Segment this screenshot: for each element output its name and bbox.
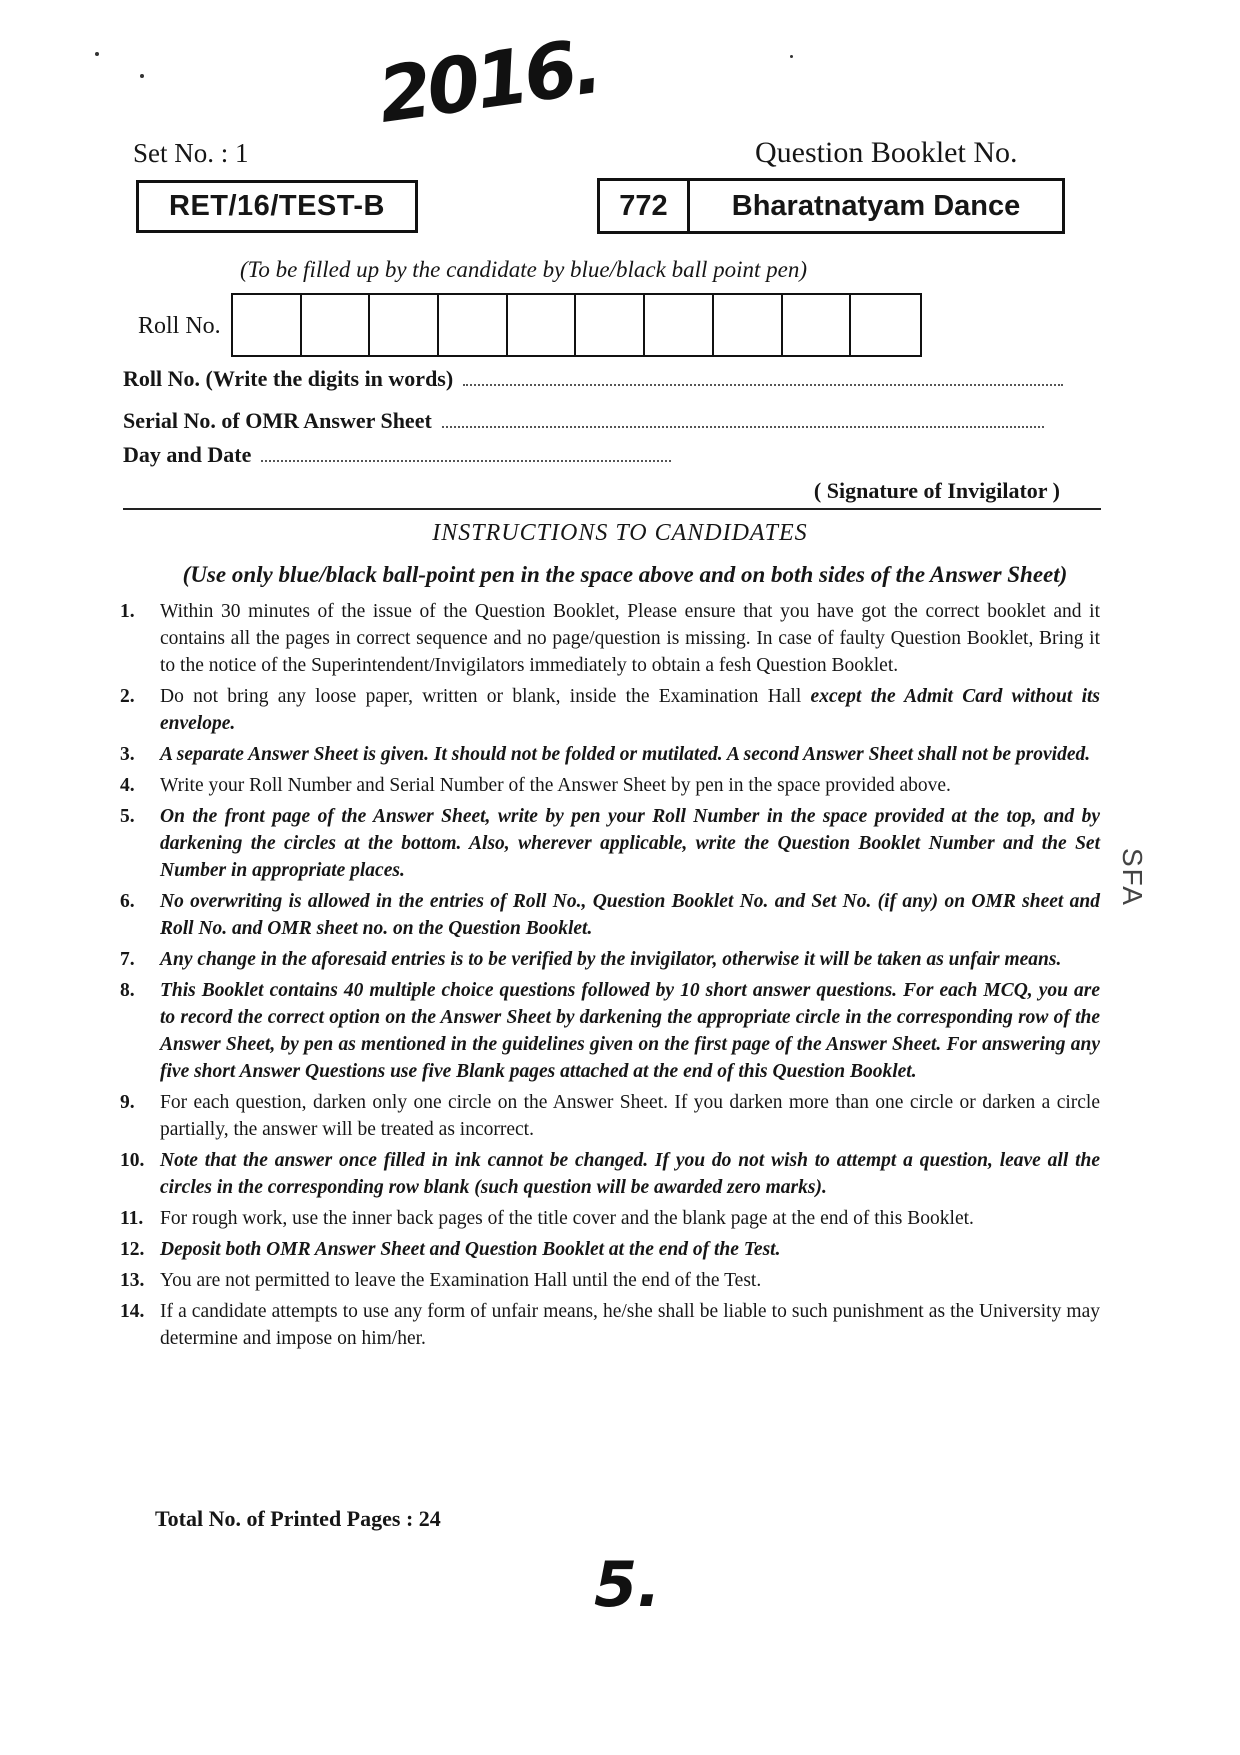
instruction-item xyxy=(120,888,1100,942)
instruction-number: 5. xyxy=(120,806,135,827)
subject-box xyxy=(597,178,1065,234)
instructions-list xyxy=(120,598,1100,1356)
roll-digit-cell[interactable] xyxy=(370,295,439,355)
instruction-text xyxy=(160,803,1100,884)
instruction-item xyxy=(120,977,1100,1085)
instruction-text-body: For each question, darken only one circle on the Answer Sheet. If you darken more than one circle or darken a circle partially, the answer will be treated as incorrect. xyxy=(160,1092,1100,1140)
instruction-text xyxy=(160,888,1100,942)
instruction-text-body: Deposit both OMR Answer Sheet and Question Booklet at the end of the Test. xyxy=(160,1239,781,1260)
instruction-item xyxy=(120,772,1100,799)
test-code-box xyxy=(136,180,418,233)
roll-digit-cell[interactable] xyxy=(783,295,852,355)
instruction-item xyxy=(120,683,1100,737)
speck xyxy=(95,52,99,56)
instruction-item xyxy=(120,1089,1100,1143)
instruction-text-body: This Booklet contains 40 multiple choice questions followed by 10 short answer questions. For each MCQ, you are to record the correct option on the Answer Sheet by darkening the appropriate circle in the corresponding row of the Answer Sheet, by pen as mentioned in the guidelines given on the first page of the Answer Sheet. For answering any five short Answer Questions use five Blank pages attached at the end of this Question Booklet. xyxy=(160,980,1100,1082)
day-date-field[interactable] xyxy=(123,442,671,468)
omr-serial-field[interactable] xyxy=(123,408,1044,434)
question-booklet-label: Question Booklet No. xyxy=(755,136,1018,169)
invigilator-signature: ( Signature of Invigilator ) xyxy=(813,478,1060,503)
instruction-item xyxy=(120,946,1100,973)
instruction-item xyxy=(120,598,1100,679)
instruction-number: 13. xyxy=(120,1270,145,1291)
roll-digit-cell[interactable] xyxy=(233,295,302,355)
instruction-text xyxy=(160,946,1100,973)
instruction-text-body: If a candidate attempts to use any form of unfair means, he/she shall be liable to such punishment as the University may determine and impose on him/her. xyxy=(160,1301,1100,1349)
instruction-number: 9. xyxy=(120,1092,135,1113)
instruction-number: 4. xyxy=(120,775,135,796)
instruction-number: 2. xyxy=(120,686,135,707)
test-code: RET/16/TEST-B xyxy=(169,190,385,222)
instruction-number: 7. xyxy=(120,949,135,970)
handwritten-year: 2016. xyxy=(372,21,604,140)
instruction-text xyxy=(160,1267,1100,1294)
instruction-text xyxy=(160,598,1100,679)
instruction-text xyxy=(160,683,1100,737)
total-pages: Total No. of Printed Pages : 24 xyxy=(155,1506,441,1531)
speck xyxy=(140,74,144,78)
instruction-item xyxy=(120,1205,1100,1232)
fill-note: (To be filled up by the candidate by blue/black ball point pen) xyxy=(240,257,808,282)
instruction-text-body: Within 30 minutes of the issue of the Question Booklet, Please ensure that you have got the correct booklet and it contains all the pages in correct sequence and no page/question is missing. In case of faulty Question Booklet, Bring it to the notice of the Superintendent/Invigilators immediately to obtain a fesh Question Booklet. xyxy=(160,601,1100,676)
roll-digit-cell[interactable] xyxy=(714,295,783,355)
instructions-subheading: (Use only blue/black ball-point pen in the space above and on both sides of the Answer Sheet) xyxy=(182,562,1068,587)
instruction-number: 11. xyxy=(120,1208,144,1229)
speck xyxy=(790,55,793,58)
instruction-text-body: Write your Roll Number and Serial Number of the Answer Sheet by pen in the space provided above. xyxy=(160,775,951,796)
subject-code: 772 xyxy=(600,181,690,231)
instruction-item xyxy=(120,1147,1100,1201)
instruction-text xyxy=(160,741,1100,768)
set-number: Set No. : 1 xyxy=(133,138,249,168)
instruction-text-body: You are not permitted to leave the Examination Hall until the end of the Test. xyxy=(160,1270,762,1291)
omr-serial-label: Serial No. of OMR Answer Sheet xyxy=(123,408,432,433)
instruction-text xyxy=(160,1236,1100,1263)
roll-digit-cell[interactable] xyxy=(645,295,714,355)
roll-words-label: Roll No. (Write the digits in words) xyxy=(123,366,454,391)
side-stamp: SFA xyxy=(1117,848,1148,907)
instruction-text xyxy=(160,772,1100,799)
instruction-number: 14. xyxy=(120,1301,145,1322)
instruction-emphasis: except the Admit Card without its envelope. xyxy=(160,686,1100,734)
divider xyxy=(123,508,1101,510)
instruction-text xyxy=(160,1089,1100,1143)
roll-digit-cell[interactable] xyxy=(439,295,508,355)
roll-digit-cell[interactable] xyxy=(576,295,645,355)
instructions-heading: INSTRUCTIONS TO CANDIDATES xyxy=(432,520,808,546)
instruction-item xyxy=(120,1236,1100,1263)
instruction-text-body: Note that the answer once filled in ink cannot be changed. If you do not wish to attempt a question, leave all the circles in the corresponding row blank (such question will be awarded zero marks). xyxy=(160,1150,1100,1198)
roll-digit-cell[interactable] xyxy=(851,295,920,355)
instruction-item xyxy=(120,803,1100,884)
instruction-number: 10. xyxy=(120,1150,145,1171)
instruction-item xyxy=(120,741,1100,768)
roll-digit-cell[interactable] xyxy=(508,295,577,355)
handwritten-number: 5. xyxy=(594,1548,661,1621)
instruction-number: 8. xyxy=(120,980,135,1001)
roll-words-field[interactable] xyxy=(123,366,1063,392)
day-date-label: Day and Date xyxy=(123,442,252,467)
instruction-text xyxy=(160,1205,1100,1232)
instruction-number: 1. xyxy=(120,601,135,622)
instruction-text-body: For rough work, use the inner back pages of the title cover and the blank page at the end of this Booklet. xyxy=(160,1208,974,1229)
instruction-number: 6. xyxy=(120,891,135,912)
instruction-text-body: No overwriting is allowed in the entries of Roll No., Question Booklet No. and Set No. (if any) on OMR sheet and Roll No. and OMR sheet no. on the Question Booklet. xyxy=(160,891,1100,939)
dotted-line xyxy=(463,384,1063,386)
instruction-text-body: Do not bring any loose paper, written or blank, inside the Examination Hall xyxy=(160,686,811,707)
instruction-item xyxy=(120,1267,1100,1294)
dotted-line xyxy=(261,460,671,462)
instruction-number: 3. xyxy=(120,744,135,765)
instruction-text xyxy=(160,1298,1100,1352)
roll-digit-cell[interactable] xyxy=(302,295,371,355)
roll-number-grid[interactable] xyxy=(231,293,922,357)
instruction-number: 12. xyxy=(120,1239,145,1260)
instruction-text-body: A separate Answer Sheet is given. It should not be folded or mutilated. A second Answer Sheet shall not be provided. xyxy=(160,744,1091,765)
subject-name: Bharatnatyam Dance xyxy=(731,189,1021,222)
dotted-line xyxy=(442,426,1044,428)
instruction-text-body: Any change in the aforesaid entries is to be verified by the invigilator, otherwise it will be taken as unfair means. xyxy=(160,949,1062,970)
instruction-text xyxy=(160,1147,1100,1201)
roll-no-label: Roll No. xyxy=(138,313,221,339)
instruction-item xyxy=(120,1298,1100,1352)
instruction-text xyxy=(160,977,1100,1085)
instruction-text-body: On the front page of the Answer Sheet, write by pen your Roll Number in the space provided at the top, and by darkening the circles at the bottom. Also, wherever applicable, write the Question Booklet Number and the Set Number in appropriate places. xyxy=(160,806,1100,881)
